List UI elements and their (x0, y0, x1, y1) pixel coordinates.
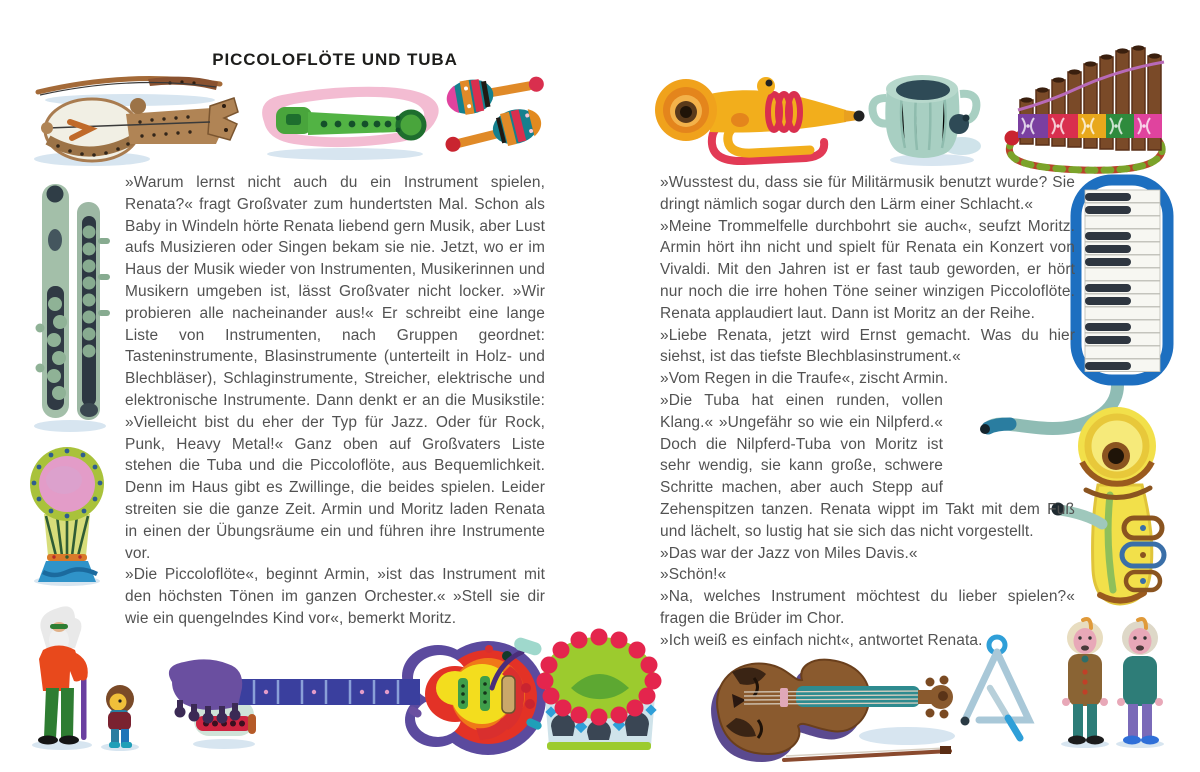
maracas-illustration (442, 68, 548, 156)
paragraph: »Na, welches Instrument möchtest du lieber spielen?« fragen die Brüder im Chor. (660, 588, 1075, 627)
maracas-icon (442, 68, 548, 156)
pan-flute-icon (1002, 42, 1180, 174)
paragraph: »Schön!« (660, 566, 727, 584)
paragraph: »Die Tuba hat einen runden, vollen Klang.« »Ungefähr so wie ein Nilpferd.« Doch die Nilpferd-Tuba von Moritz ist sehr wendig, sie kann große, schwere Schritte machen, aber auch Stepp auf Zehenspitzen tanzen. Renata wippt im Takt mit dem Fuß und lächelt, so lustig hat sie sich das nicht vorgestellt. (660, 391, 1075, 540)
electric-guitar-illustration (158, 626, 550, 758)
paragraph: »Vom Regen in die Traufe«, zischt Armin. (660, 370, 949, 388)
triangle-illustration (952, 630, 1040, 748)
violin-icon (692, 638, 960, 770)
drum-on-stand-icon (26, 436, 108, 586)
text-wrap-spacer (943, 390, 1075, 480)
paragraph: »Meine Trommelfelle durchbohrt sie auch«, seufzt Moritz. Armin hört ihn nicht und spielt für Renata ein Konzert von Vivaldi. Mit den Jahren ist er fast taub geworden, er hört nur noch die irre hohen Töne seiner winzigen Piccoloflöte. Renata applaudiert laut. Dann ist Moritz an der Reihe. (660, 217, 1075, 322)
grandfather-child-icon (28, 600, 146, 752)
recorder-illustration (248, 80, 443, 162)
twins-illustration (1056, 616, 1168, 750)
recorder-icon (248, 80, 443, 162)
drum-on-stand-illustration (26, 436, 108, 586)
right-page-text (660, 172, 1075, 652)
trumpet-illustration (648, 66, 866, 168)
electric-guitar-icon (158, 626, 550, 758)
left-page-text (125, 172, 545, 630)
paragraph: »Ich weiß es einfach nicht«, antwortet Renata. (660, 631, 983, 649)
paragraph: »Warum lernst nicht auch du ein Instrument spielen, Renata?« fragt Großvater zum hundertsten Mal. Schon als Baby in Windeln hörte Renata liebend gern Musik, aber Lust aufs Musizieren oder Singen bekam sie nie. Jetzt, wo er im Haus der Musik wieder von Instrumenten, Musikerinnen und Musikern umgeben ist, lässt Großvater nicht locker. »Wir probieren alle nacheinander aus!« Er schreibt eine lange Liste von Instrumenten, nach Gruppen geordnet: Tasteninstrumente, Blasinstrumente (unterteilt in Holz- und Blechbläser), Schlaginstrumente, Streicher, elektrische und elektronische Instrumente. Dann denkt er an die Musikstile: »Vielleicht bist du eher der Typ für Jazz. Oder für Rock, Punk, Heavy Metal!« Ganz oben auf Großvaters Liste stehen die Tuba und die Piccoloflöte, aus Bequemlichkeit. Denn im Haus gibt es Zwillinge, die beides spielen. Leider streiten sie die ganze Zeit. Armin und Moritz laden Renata in einen der Übungsräume ein und führen ihre Instrumente vor. (125, 174, 545, 562)
pot-icon (860, 60, 988, 168)
trumpet-icon (648, 66, 866, 168)
tambourine-icon (531, 626, 669, 764)
triangle-icon (952, 630, 1040, 748)
pot-illustration (860, 60, 988, 168)
tambourine-illustration (531, 626, 669, 764)
pan-flute-illustration (1002, 42, 1180, 174)
horsehead-fiddle-illustration (20, 62, 240, 167)
paragraph: »Liebe Renata, jetzt wird Ernst gemacht. Was du hier siehst, ist das tiefste Blechblasinstrument.« (660, 326, 1075, 366)
paragraph: »Die Piccoloflöte«, beginnt Armin, »ist das Instrument mit den höchsten Tönen im ganzen Orchester.« »Stell sie dir wie ein quengelndes Kind vor«, bemerkt Moritz. (125, 566, 545, 627)
twins-icon (1056, 616, 1168, 750)
flutes-illustration (30, 178, 115, 436)
grandfather-child-illustration (28, 600, 146, 752)
flutes-icon (30, 178, 115, 436)
page-title: PICCOLOFLÖTE UND TUBA (212, 50, 458, 69)
paragraph: »Wusstest du, dass sie für Militärmusik benutzt wurde? Sie dringt nämlich sogar durch den Lärm einer Schlacht.« (660, 174, 1075, 213)
violin-illustration (692, 638, 960, 770)
paragraph: »Das war der Jazz von Miles Davis.« (660, 544, 918, 562)
horsehead-fiddle-icon (20, 62, 240, 167)
